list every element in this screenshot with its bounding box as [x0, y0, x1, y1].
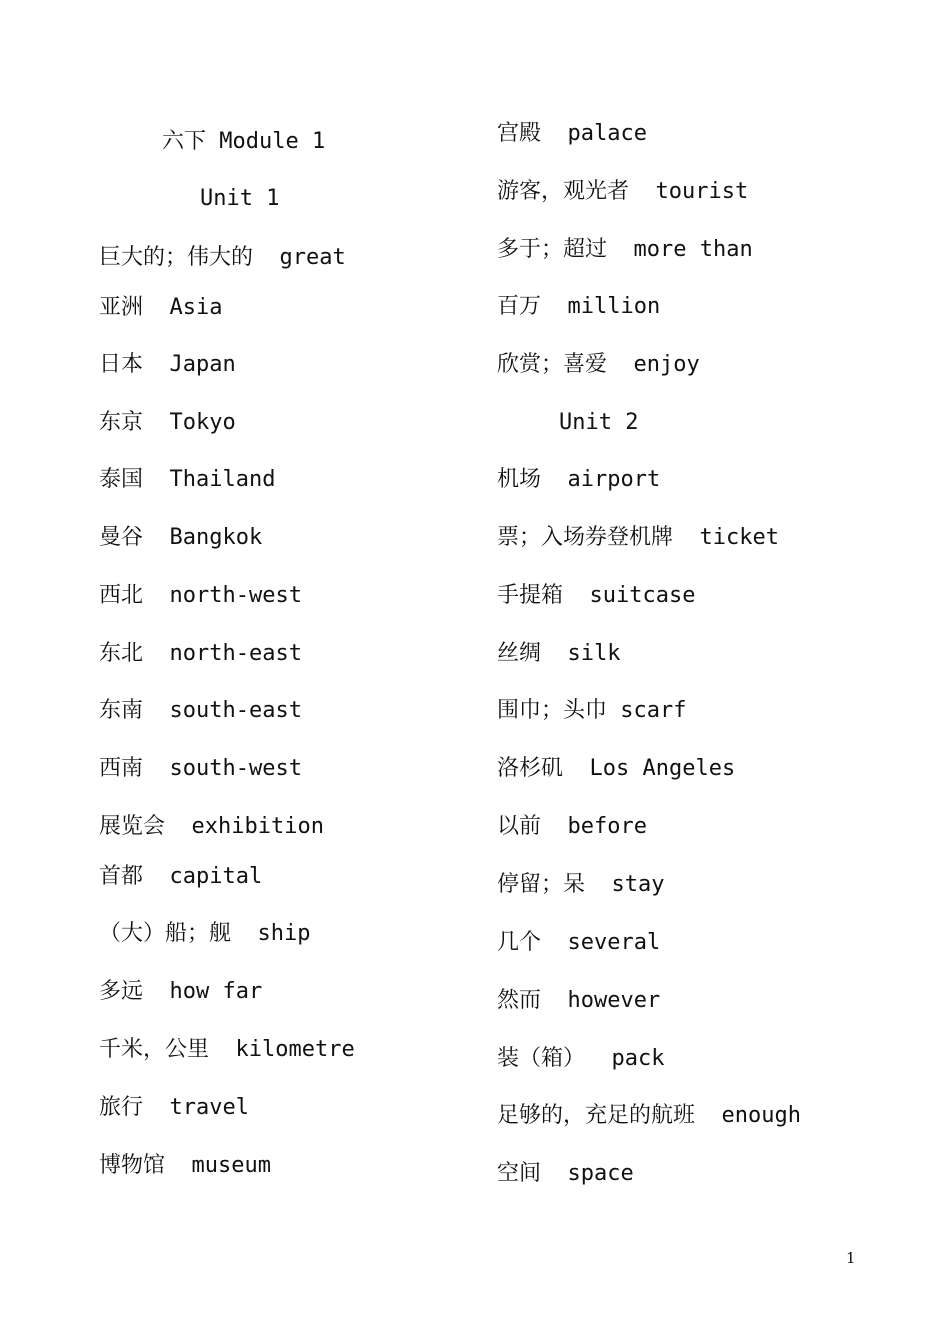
vocab-entry: 装（箱） pack	[497, 1046, 665, 1071]
vocab-entry: 西北 north-west	[99, 583, 302, 608]
vocab-entry: 旅行 travel	[99, 1095, 249, 1120]
unit-heading: Unit 1	[200, 186, 280, 211]
vocab-entry: 泰国 Thailand	[99, 467, 276, 492]
vocab-entry: 几个 several	[497, 930, 661, 955]
vocab-entry: 多远 how far	[99, 979, 263, 1004]
vocab-entry: 手提箱 suitcase	[497, 583, 696, 608]
vocab-entry: 以前 before	[497, 814, 647, 839]
vocab-entry: 东京 Tokyo	[99, 410, 236, 435]
vocab-entry: 足够的，充足的航班 enough	[497, 1103, 801, 1128]
vocab-entry: 围巾；头巾 scarf	[497, 698, 687, 723]
vocab-entry: 停留；呆 stay	[497, 872, 665, 897]
vocab-entry: 曼谷 Bangkok	[99, 525, 263, 550]
vocab-entry: 日本 Japan	[99, 352, 236, 377]
vocab-entry: 东北 north-east	[99, 641, 302, 666]
vocab-entry: 首都 capital	[99, 864, 263, 889]
vocab-entry: 机场 airport	[497, 467, 661, 492]
vocab-entry: 千米，公里 kilometre	[99, 1037, 355, 1062]
vocab-entry: （大）船；舰 ship	[99, 921, 311, 946]
vocab-entry: 空间 space	[497, 1161, 634, 1186]
vocab-entry: 然而 however	[497, 988, 661, 1013]
unit-heading: Unit 2	[559, 410, 639, 435]
vocab-entry: 展览会 exhibition	[99, 814, 324, 839]
vocab-entry: 欣赏；喜爱 enjoy	[497, 352, 700, 377]
vocab-entry: 东南 south-east	[99, 698, 302, 723]
document-title: 六下 Module 1	[162, 129, 326, 154]
vocab-entry: 丝绸 silk	[497, 641, 621, 666]
vocab-entry: 亚洲 Asia	[99, 295, 223, 320]
vocab-entry: 博物馆 museum	[99, 1153, 271, 1178]
vocab-entry: 宫殿 palace	[497, 121, 647, 146]
page-number: 1	[846, 1249, 856, 1267]
vocab-entry: 多于；超过 more than	[497, 237, 753, 262]
vocab-entry: 洛杉矶 Los Angeles	[497, 756, 736, 781]
vocab-entry: 票；入场券登机牌 ticket	[497, 525, 779, 550]
vocab-entry: 巨大的；伟大的 great	[99, 245, 346, 270]
vocab-entry: 西南 south-west	[99, 756, 302, 781]
vocab-entry: 百万 million	[497, 294, 661, 319]
vocab-entry: 游客，观光者 tourist	[497, 179, 749, 204]
